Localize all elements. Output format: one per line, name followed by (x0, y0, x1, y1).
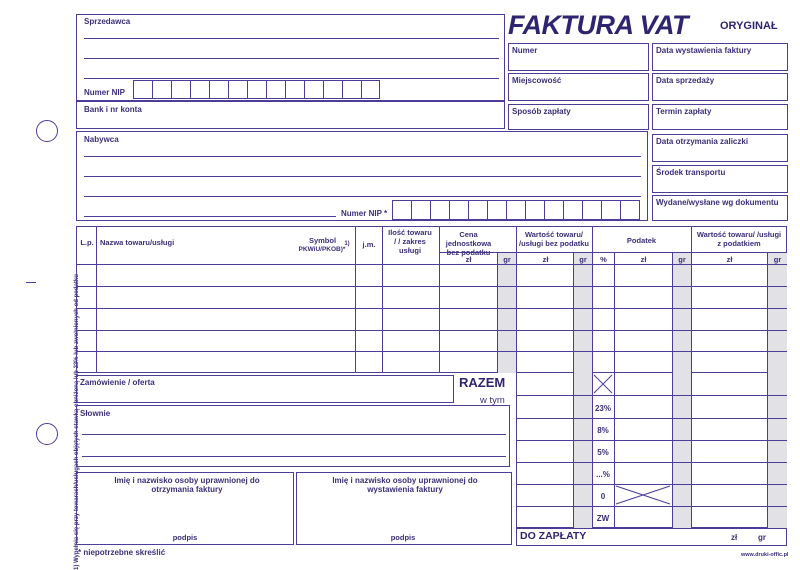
col-jm: j.m. (362, 240, 376, 249)
razem-label: RAZEM (459, 375, 506, 390)
do-zaplaty-zl: zł (731, 533, 738, 542)
binder-hole-top (36, 120, 58, 142)
rate-other: ...% (596, 470, 610, 479)
w-tym-label: w tym (480, 395, 505, 406)
sub-gr-1: gr (503, 255, 511, 264)
col-gross-value: Wartość towaru/ /usługi z podatkiem (696, 230, 782, 248)
buyer-label: Nabywca (84, 135, 119, 144)
sub-zl-4: zł (726, 255, 733, 264)
col-symbol: Symbol (308, 236, 337, 245)
order-label: Zamówienie / oferta (80, 378, 155, 387)
place-label: Miejscowość (512, 76, 562, 85)
payment-method-label: Sposób zapłaty (512, 107, 571, 116)
col-lp: L.p. (80, 238, 94, 247)
website: www.druki-offic.pl (741, 552, 789, 558)
words-box[interactable] (76, 405, 510, 467)
footnote: * niepotrzebne skreślić (78, 548, 166, 557)
payment-due-label: Termin zapłaty (656, 107, 712, 116)
fold-mark (26, 282, 36, 283)
buyer-line-4 (84, 216, 336, 217)
sig-issuer-label: Imię i nazwisko osoby uprawnionej do wystawienia faktury (332, 476, 478, 494)
col-net-value: Wartość towaru/ /usługi bez podatku (518, 230, 589, 248)
sub-zl-2: zł (542, 255, 549, 264)
shade-col-1 (497, 252, 516, 373)
buyer-nip-cells[interactable] (392, 200, 640, 220)
shade-col-4 (767, 252, 787, 373)
col-unit-price: Cena jednostkowa bez podatku (445, 230, 492, 257)
sale-date-label: Data sprzedaży (656, 76, 715, 85)
sub-zl-3: zł (640, 255, 647, 264)
buyer-line-3 (84, 196, 641, 197)
rate-0: 0 (600, 492, 606, 501)
do-zaplaty-gr: gr (758, 533, 766, 542)
sig-receiver-podpis: podpis (172, 533, 198, 542)
shade-col-2 (573, 252, 592, 373)
number-label: Numer (512, 46, 538, 55)
buyer-line-1 (84, 156, 641, 157)
buyer-nip-label: Numer NIP * (341, 209, 388, 218)
advance-date-label: Data otrzymania zaliczki (656, 137, 749, 146)
rate-5: 5% (597, 448, 609, 457)
seller-line-3 (84, 78, 499, 79)
seller-nip-cells[interactable] (133, 80, 380, 99)
col-tax: Podatek (626, 236, 657, 245)
rate-zw: ZW (596, 514, 610, 523)
transport-label: Środek transportu (656, 168, 726, 177)
shade-col-3 (672, 252, 691, 373)
do-zaplaty-label: DO ZAPŁATY (520, 530, 587, 542)
sub-gr-2: gr (579, 255, 587, 264)
side-footnote: 1) Wypełnia się przy towarach/usługach objętych stawką obniżoną lub 23% lub zwolnionych od podatku (74, 274, 80, 570)
binder-hole-bottom (36, 423, 58, 445)
sub-gr-3: gr (678, 255, 686, 264)
sub-gr-4: gr (773, 255, 782, 264)
copy-label: ORYGINAŁ (720, 20, 778, 32)
crossed-cell-razem (592, 373, 614, 395)
words-label: Słownie (80, 409, 111, 418)
col-symbol-note: 1) (344, 241, 350, 247)
seller-line-2 (84, 58, 499, 59)
issued-doc-label: Wydane/wysłane wg dokumentu (656, 198, 779, 207)
invoice-title: FAKTURA VAT (508, 10, 688, 40)
bank-label: Bank i nr konta (84, 105, 142, 114)
sub-pct: % (600, 255, 607, 264)
sig-receiver-label: Imię i nazwisko osoby uprawnionej do otrzymania faktury (114, 476, 260, 494)
seller-nip-label: Numer NIP (84, 88, 125, 97)
seller-line-1 (84, 38, 499, 39)
sig-issuer-podpis: podpis (390, 533, 416, 542)
col-name: Nazwa towaru/usługi (100, 238, 175, 247)
crossed-cell-zero (614, 484, 672, 506)
buyer-line-2 (84, 176, 641, 177)
col-qty: Ilość towaru / / zakres usługi (388, 228, 432, 255)
col-symbol-sub: PKWiU/PKOB)* (298, 246, 346, 253)
sub-zl-1: zł (465, 255, 472, 264)
rate-23: 23% (594, 404, 611, 413)
seller-label: Sprzedawca (84, 17, 131, 26)
issue-date-label: Data wystawienia faktury (656, 46, 752, 55)
rate-8: 8% (597, 426, 609, 435)
